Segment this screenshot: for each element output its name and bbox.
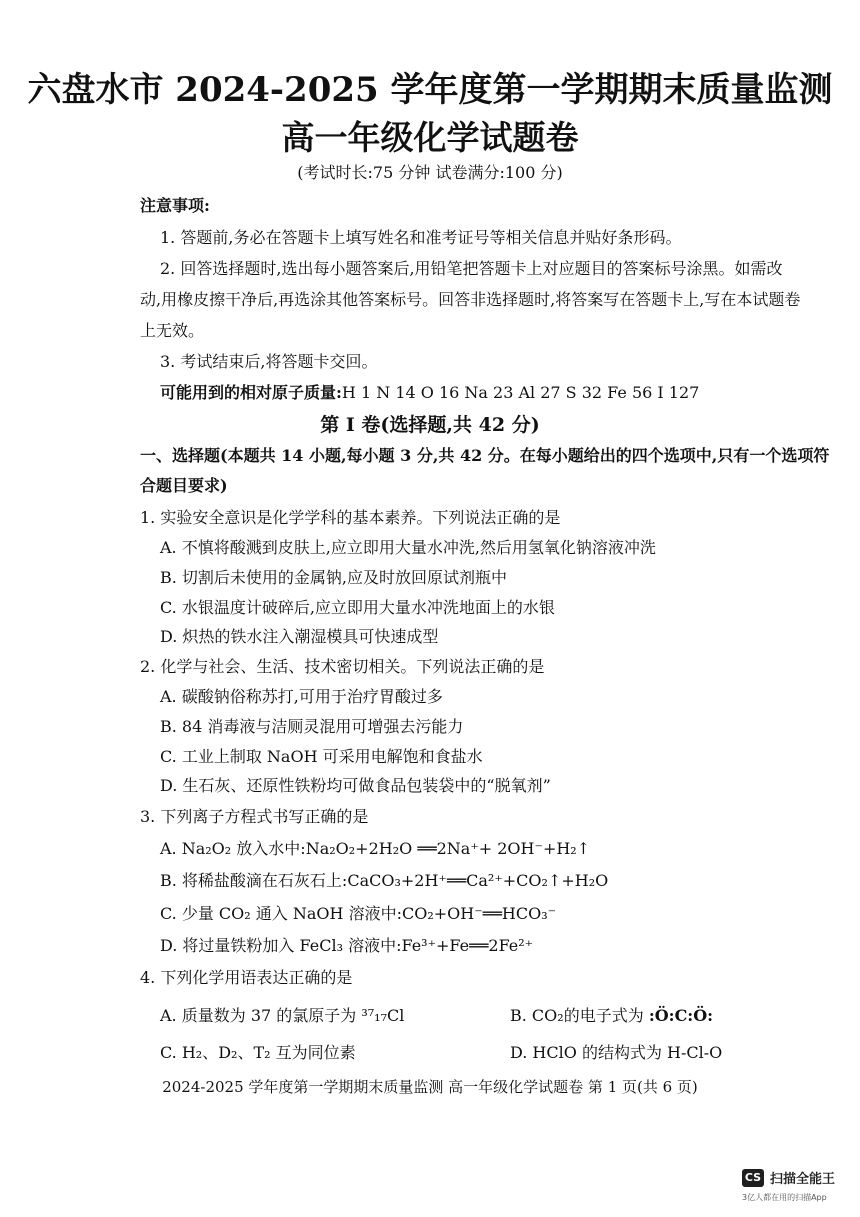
exam-subtitle: 高一年级化学试题卷 — [281, 118, 579, 157]
question-2-option-c: C. 工业上制取 NaOH 可采用电解饱和食盐水 — [160, 747, 483, 766]
question-4-stem: 4. 下列化学用语表达正确的是 — [140, 968, 353, 987]
notes-item-3: 3. 考试结束后,将答题卡交回。 — [160, 352, 378, 371]
question-3-option-d: D. 将过量铁粉加入 FeCl₃ 溶液中:Fe³⁺+Fe══2Fe²⁺ — [160, 936, 534, 955]
question-4-option-c: C. H₂、D₂、T₂ 互为同位素 — [160, 1043, 356, 1062]
section-title: 第 I 卷(选择题,共 42 分) — [320, 414, 540, 436]
scanner-tagline: 3亿人都在用的扫描App — [742, 1193, 827, 1202]
question-3-option-c: C. 少量 CO₂ 通入 NaOH 溶液中:CO₂+OH⁻══HCO₃⁻ — [160, 904, 557, 923]
question-4-option-a: A. 质量数为 37 的氯原子为 ³⁷₁₇Cl — [160, 1006, 405, 1025]
notes-item-1: 1. 答题前,务必在答题卡上填写姓名和准考证号等相关信息并贴好条形码。 — [160, 228, 682, 247]
question-4-option-b — [510, 1003, 713, 1026]
question-3-stem: 3. 下列离子方程式书写正确的是 — [140, 807, 369, 826]
notes-item-2-line-3: 上无效。 — [140, 321, 205, 340]
question-1-option-c: C. 水银温度计破碎后,应立即用大量水冲洗地面上的水银 — [160, 598, 555, 617]
question-2-option-d: D. 生石灰、还原性铁粉均可做食品包装袋中的“脱氧剂” — [160, 776, 551, 795]
scanner-watermark — [742, 1168, 835, 1187]
question-2-stem: 2. 化学与社会、生活、技术密切相关。下列说法正确的是 — [140, 657, 545, 676]
question-4-option-d: D. HClO 的结构式为 H-Cl-O — [510, 1043, 723, 1062]
notes-item-2-line-2: 动,用橡皮擦干净后,再选涂其他答案标号。回答非选择题时,将答案写在答题卡上,写在本试题卷 — [140, 290, 801, 309]
co2-electron-formula: :Ö:C:Ö: — [648, 1006, 714, 1025]
scanner-logo-icon: CS — [742, 1169, 764, 1187]
atomic-mass-row — [160, 380, 840, 403]
section-instructions-line-2: 合题目要求) — [140, 476, 228, 495]
question-3-option-b: B. 将稀盐酸滴在石灰石上:CaCO₃+2H⁺══Ca²⁺+CO₂↑+H₂O — [160, 871, 609, 890]
question-1-stem: 1. 实验安全意识是化学学科的基本素养。下列说法正确的是 — [140, 508, 561, 527]
notes-item-2-line-1: 2. 回答选择题时,选出每小题答案后,用铅笔把答题卡上对应题目的答案标号涂黑。如需改 — [160, 259, 783, 278]
scanner-app-name: 扫描全能王 — [770, 1172, 836, 1187]
question-4-option-b-label: B. CO₂的电子式为 — [510, 1006, 644, 1025]
atomic-mass-values: H 1 N 14 O 16 Na 23 Al 27 S 32 Fe 56 I 127 — [341, 383, 700, 402]
exam-title: 六盘水市 2024-2025 学年度第一学期期末质量监测 — [27, 70, 833, 110]
atomic-mass-label: 可能用到的相对原子质量: — [160, 383, 342, 402]
page-footer: 2024-2025 学年度第一学期期末质量监测 高一年级化学试题卷 第 1 页(共 6 页) — [162, 1078, 698, 1096]
question-1-option-b: B. 切割后未使用的金属钠,应及时放回原试剂瓶中 — [160, 568, 508, 587]
exam-info: (考试时长:75 分钟 试卷满分:100 分) — [297, 163, 563, 182]
question-1-option-d: D. 炽热的铁水注入潮湿模具可快速成型 — [160, 627, 439, 646]
question-2-option-b: B. 84 消毒液与洁厕灵混用可增强去污能力 — [160, 717, 464, 736]
question-2-option-a: A. 碳酸钠俗称苏打,可用于治疗胃酸过多 — [160, 687, 443, 706]
question-1-option-a: A. 不慎将酸溅到皮肤上,应立即用大量水冲洗,然后用氢氧化钠溶液冲洗 — [160, 538, 656, 557]
question-3-option-a: A. Na₂O₂ 放入水中:Na₂O₂+2H₂O ══2Na⁺+ 2OH⁻+H₂↑ — [160, 839, 591, 858]
section-instructions-line-1: 一、选择题(本题共 14 小题,每小题 3 分,共 42 分。在每小题给出的四个选项中,只有一个选项符 — [140, 446, 830, 465]
notes-heading: 注意事项: — [140, 196, 210, 215]
